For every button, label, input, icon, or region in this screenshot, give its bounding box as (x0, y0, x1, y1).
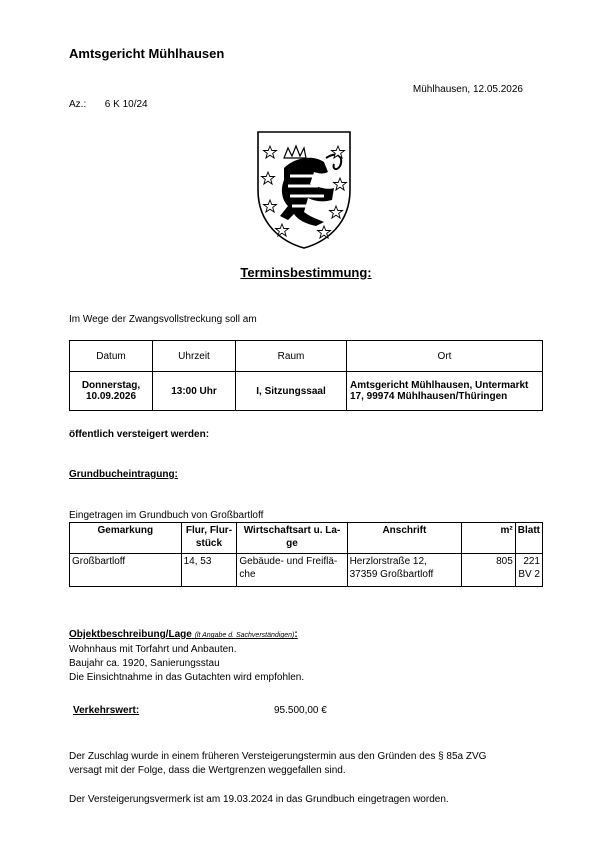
objekt-line-2: Baujahr ca. 1920, Sanierungsstau (69, 658, 220, 669)
verkehrswert-label: Verkehrswert: (73, 705, 140, 716)
wirtschaftsart-line-2: che (239, 569, 256, 580)
blatt-line-1: 221 (523, 556, 540, 567)
header-uhrzeit: Uhrzeit (153, 341, 236, 372)
blatt-line-2: BV 2 (518, 569, 540, 580)
case-number-value: 6 K 10/24 (104, 99, 148, 110)
objekt-line-1: Wohnhaus mit Torfahrt und Anbauten. (69, 644, 237, 655)
grundbuch-intro: Eingetragen im Grundbuch von Großbartloff (69, 510, 264, 521)
objekt-heading (69, 629, 298, 640)
grundbuch-heading: Grundbucheintragung: (69, 469, 178, 480)
ort-line-2: 17, 99974 Mühlhausen/Thüringen (350, 391, 508, 402)
header-qm: m² (462, 523, 516, 554)
header-gemarkung: Gemarkung (70, 523, 182, 554)
header-flur (181, 523, 237, 554)
case-number-label: Az.: (69, 99, 87, 110)
cell-datum (70, 372, 153, 411)
cell-raum: I, Sitzungssaal (236, 372, 347, 411)
wirtschaftsart-line-1: Gebäude- und Freiflä- (239, 556, 338, 567)
table-header-row (70, 341, 543, 372)
zuschlag-paragraph (69, 750, 549, 778)
header-raum: Raum (236, 341, 347, 372)
cell-wirtschaftsart (237, 554, 347, 587)
cell-blatt (515, 554, 542, 587)
verkehrswert-value: 95.500,00 € (274, 705, 327, 716)
table-row (70, 554, 543, 587)
objekt-heading-note: (lt Angabe d. Sachverständigen) (194, 632, 295, 639)
cell-qm: 805 (462, 554, 516, 587)
header-flur-line-1: Flur, Flur- (185, 525, 233, 536)
ort-line-1: Amtsgericht Mühlhausen, Untermarkt (350, 380, 529, 391)
datum-date: 10.09.2026 (85, 391, 137, 402)
header-wirtschaftsart (237, 523, 347, 554)
intro-text: Im Wege der Zwangsvollstreckung soll am (69, 314, 257, 325)
case-number (69, 99, 148, 110)
cell-anschrift (347, 554, 462, 587)
table-row (70, 372, 543, 411)
anschrift-line-2: 37359 Großbartloff (349, 569, 434, 580)
document-title: Terminsbestimmung: (240, 265, 372, 280)
cell-gemarkung: Großbartloff (70, 554, 182, 587)
objekt-heading-colon: : (294, 629, 298, 640)
cell-flur: 14, 53 (181, 554, 237, 587)
datum-weekday: Donnerstag, (81, 380, 141, 391)
header-wirtschaftsart-line-2: ge (286, 538, 298, 549)
cell-ort (347, 372, 543, 411)
header-blatt: Blatt (515, 523, 542, 554)
header-flur-line-2: stück (195, 538, 223, 549)
thuringia-coat-of-arms-icon (254, 128, 354, 250)
objekt-line-3: Die Einsichtnahme in das Gutachten wird empfohlen. (69, 672, 305, 683)
anschrift-line-1: Herzlorstraße 12, (349, 556, 427, 567)
court-name: Amtsgericht Mühlhausen (69, 46, 225, 61)
zuschlag-line-2: versagt mit der Folge, dass die Wertgrenzen weggefallen sind. (69, 765, 346, 776)
objekt-heading-text: Objektbeschreibung/Lage (69, 629, 192, 640)
grundbuch-table (69, 522, 543, 587)
header-anschrift: Anschrift (347, 523, 462, 554)
objekt-description (69, 643, 304, 685)
header-wirtschaftsart-line-1: Wirtschaftsart u. La- (243, 525, 341, 536)
header-datum: Datum (70, 341, 153, 372)
zuschlag-line-1: Der Zuschlag wurde in einem früheren Versteigerungstermin aus den Gründen des § 85a ZVG (69, 751, 487, 762)
auction-statement: öffentlich versteigert werden: (69, 429, 210, 440)
place-date: Mühlhausen, 12.05.2026 (412, 84, 523, 95)
vermerk-paragraph: Der Versteigerungsvermerk ist am 19.03.2024 in das Grundbuch eingetragen worden. (69, 794, 449, 805)
termin-table (69, 340, 543, 411)
cell-uhrzeit: 13:00 Uhr (153, 372, 236, 411)
header-ort: Ort (347, 341, 543, 372)
table-header-row (70, 523, 543, 554)
